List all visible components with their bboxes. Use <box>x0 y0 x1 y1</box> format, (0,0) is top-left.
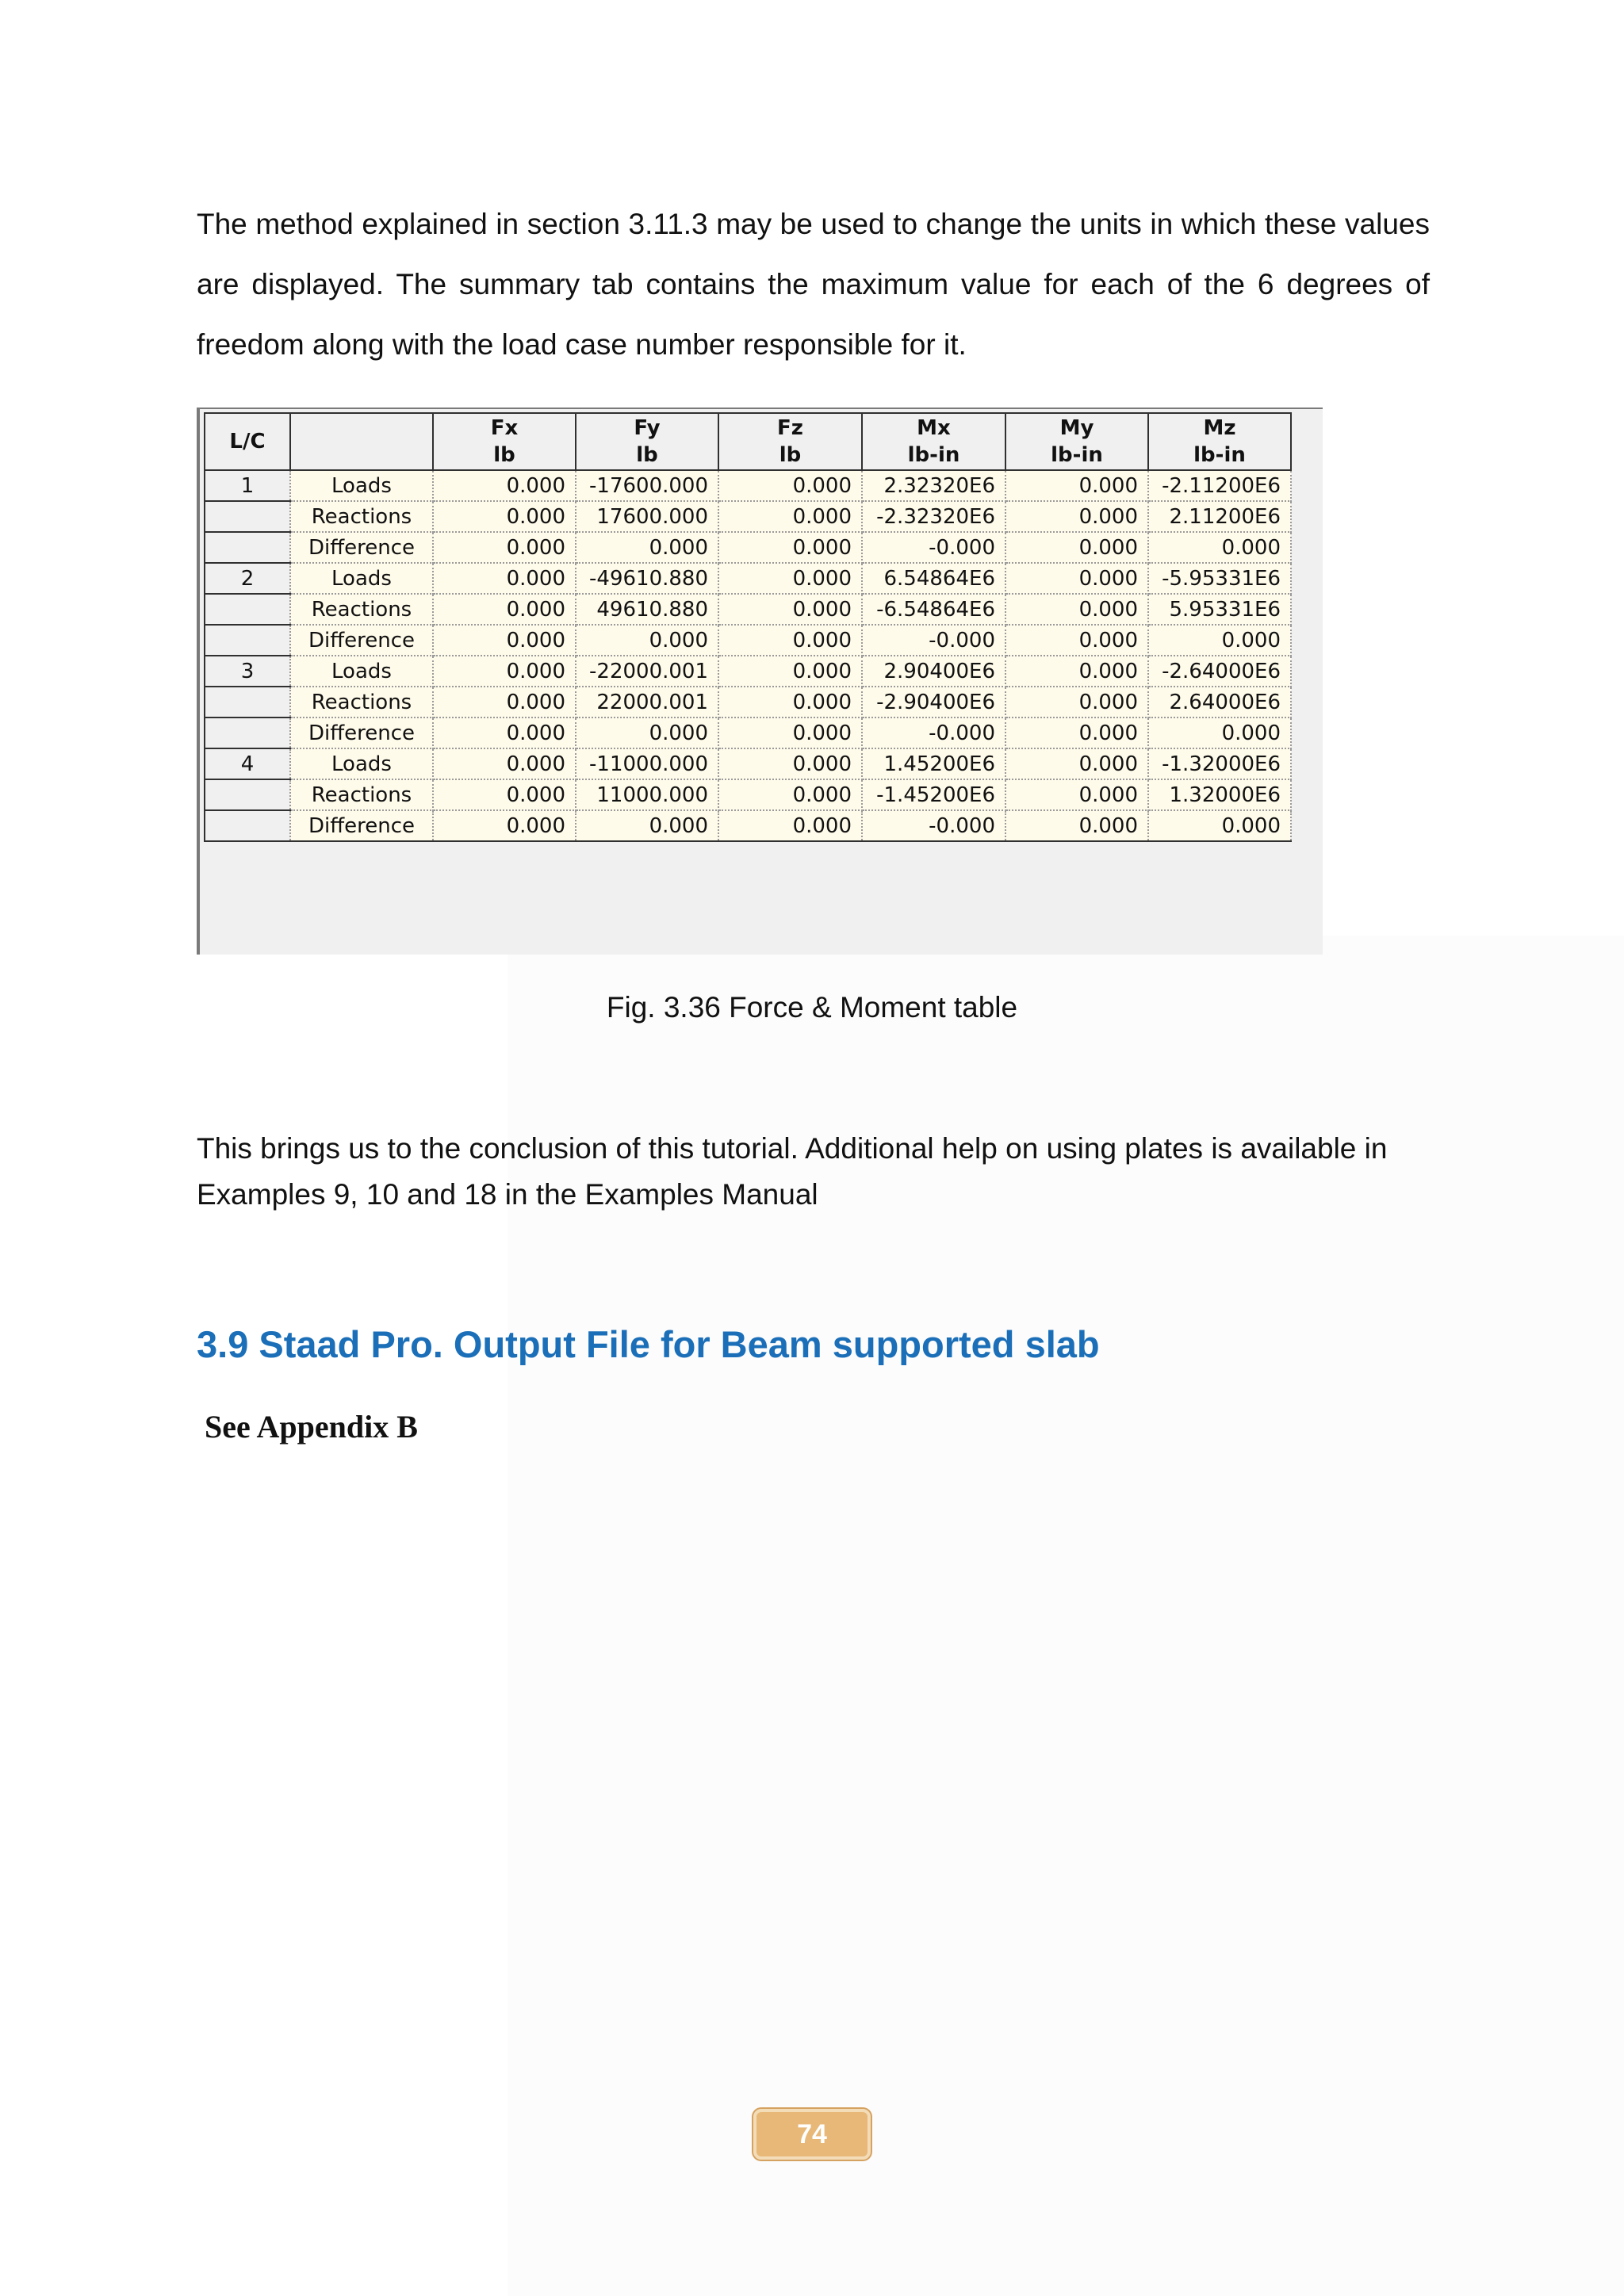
column-header-unit: lb <box>493 443 515 467</box>
value-cell-mx[interactable]: -0.000 <box>862 718 1005 748</box>
table-row[interactable] <box>205 625 1291 656</box>
column-header-unit: lb-in <box>907 443 960 467</box>
value-cell-mz[interactable]: -2.64000E6 <box>1148 656 1291 687</box>
value-cell-my[interactable]: 0.000 <box>1005 625 1148 656</box>
value-cell-my[interactable]: 0.000 <box>1005 501 1148 532</box>
value-cell-mx[interactable]: 2.32320E6 <box>862 470 1005 501</box>
value-cell-mz[interactable]: 0.000 <box>1148 532 1291 563</box>
value-cell-fz[interactable]: 0.000 <box>718 748 862 779</box>
value-cell-mx[interactable]: -0.000 <box>862 625 1005 656</box>
value-cell-fz[interactable]: 0.000 <box>718 810 862 841</box>
row-type-cell[interactable]: Reactions <box>290 779 433 810</box>
row-type-cell[interactable]: Difference <box>290 810 433 841</box>
value-cell-fy[interactable]: 0.000 <box>576 718 718 748</box>
value-cell-fx[interactable]: 0.000 <box>433 656 576 687</box>
row-type-cell[interactable]: Difference <box>290 532 433 563</box>
table-row[interactable] <box>205 501 1291 532</box>
force-moment-table-screenshot <box>197 408 1323 955</box>
value-cell-fz[interactable]: 0.000 <box>718 470 862 501</box>
column-header-title: Mx <box>917 416 951 440</box>
value-cell-fy[interactable]: 22000.001 <box>576 687 718 718</box>
table-row[interactable] <box>205 810 1291 841</box>
value-cell-fx[interactable]: 0.000 <box>433 687 576 718</box>
table-row[interactable] <box>205 748 1291 779</box>
value-cell-fy[interactable]: 0.000 <box>576 532 718 563</box>
load-case-cell[interactable] <box>205 594 290 625</box>
value-cell-my[interactable]: 0.000 <box>1005 470 1148 501</box>
value-cell-fx[interactable]: 0.000 <box>433 810 576 841</box>
value-cell-mz[interactable]: 5.95331E6 <box>1148 594 1291 625</box>
value-cell-my[interactable]: 0.000 <box>1005 563 1148 594</box>
value-cell-mz[interactable]: 1.32000E6 <box>1148 779 1291 810</box>
table-row[interactable] <box>205 594 1291 625</box>
value-cell-mx[interactable]: -0.000 <box>862 532 1005 563</box>
figure-caption: Fig. 3.36 Force & Moment table <box>606 991 1018 1024</box>
value-cell-my[interactable]: 0.000 <box>1005 748 1148 779</box>
conclusion-paragraph: This brings us to the conclusion of this tutorial. Additional help on using plates is available in Examples 9, 10 and 18 in the Examples Manual <box>197 1132 1388 1211</box>
value-cell-fz[interactable]: 0.000 <box>718 594 862 625</box>
value-cell-mz[interactable]: -1.32000E6 <box>1148 748 1291 779</box>
load-case-cell[interactable] <box>205 532 290 563</box>
value-cell-mx[interactable]: -2.90400E6 <box>862 687 1005 718</box>
column-header-5[interactable] <box>862 413 1005 470</box>
table-row[interactable] <box>205 563 1291 594</box>
column-header-title: Fz <box>777 416 803 440</box>
value-cell-mx[interactable]: -0.000 <box>862 810 1005 841</box>
load-case-cell[interactable]: 3 <box>205 656 290 687</box>
value-cell-my[interactable]: 0.000 <box>1005 810 1148 841</box>
column-header-title: Fy <box>634 416 661 440</box>
value-cell-fy[interactable]: 11000.000 <box>576 779 718 810</box>
row-type-cell[interactable]: Loads <box>290 748 433 779</box>
value-cell-fy[interactable]: -49610.880 <box>576 563 718 594</box>
table-row[interactable] <box>205 470 1291 501</box>
value-cell-mz[interactable]: 2.11200E6 <box>1148 501 1291 532</box>
table-row[interactable] <box>205 718 1291 748</box>
value-cell-fz[interactable]: 0.000 <box>718 656 862 687</box>
value-cell-fz[interactable]: 0.000 <box>718 625 862 656</box>
value-cell-mx[interactable]: 6.54864E6 <box>862 563 1005 594</box>
row-type-cell[interactable]: Difference <box>290 718 433 748</box>
value-cell-mz[interactable]: 0.000 <box>1148 625 1291 656</box>
load-case-cell[interactable] <box>205 687 290 718</box>
value-cell-my[interactable]: 0.000 <box>1005 594 1148 625</box>
value-cell-fz[interactable]: 0.000 <box>718 718 862 748</box>
table-row[interactable] <box>205 532 1291 563</box>
value-cell-fy[interactable]: 0.000 <box>576 810 718 841</box>
value-cell-fz[interactable]: 0.000 <box>718 779 862 810</box>
value-cell-fy[interactable]: 49610.880 <box>576 594 718 625</box>
value-cell-my[interactable]: 0.000 <box>1005 687 1148 718</box>
table-row[interactable] <box>205 656 1291 687</box>
load-case-cell[interactable] <box>205 501 290 532</box>
intro-paragraph: The method explained in section 3.11.3 may be used to change the units in which these values are displayed. The summary tab contains the maximum value for each of the 6 degrees of freedom along with the load case number responsible for it. <box>197 208 1430 361</box>
load-case-cell[interactable] <box>205 718 290 748</box>
load-case-cell[interactable] <box>205 779 290 810</box>
value-cell-fx[interactable]: 0.000 <box>433 594 576 625</box>
row-type-cell[interactable]: Reactions <box>290 594 433 625</box>
value-cell-fz[interactable]: 0.000 <box>718 501 862 532</box>
value-cell-mx[interactable]: 1.45200E6 <box>862 748 1005 779</box>
row-type-cell[interactable]: Reactions <box>290 501 433 532</box>
value-cell-my[interactable]: 0.000 <box>1005 718 1148 748</box>
value-cell-fz[interactable]: 0.000 <box>718 687 862 718</box>
value-cell-fx[interactable]: 0.000 <box>433 779 576 810</box>
column-header-4[interactable] <box>718 413 862 470</box>
row-type-cell[interactable]: Reactions <box>290 687 433 718</box>
value-cell-fx[interactable]: 0.000 <box>433 718 576 748</box>
value-cell-mx[interactable]: -6.54864E6 <box>862 594 1005 625</box>
value-cell-my[interactable]: 0.000 <box>1005 532 1148 563</box>
value-cell-mx[interactable]: -2.32320E6 <box>862 501 1005 532</box>
column-header-title: Mz <box>1203 416 1236 440</box>
column-header-3[interactable] <box>576 413 718 470</box>
column-header-title: L/C <box>229 430 266 453</box>
table-header-row <box>205 413 1291 470</box>
value-cell-my[interactable]: 0.000 <box>1005 656 1148 687</box>
column-header-unit: lb-in <box>1193 443 1246 467</box>
column-header-7[interactable] <box>1148 413 1291 470</box>
value-cell-mx[interactable]: 2.90400E6 <box>862 656 1005 687</box>
value-cell-mx[interactable]: -1.45200E6 <box>862 779 1005 810</box>
load-case-cell[interactable]: 2 <box>205 563 290 594</box>
value-cell-fy[interactable]: -11000.000 <box>576 748 718 779</box>
column-header-unit: lb <box>779 443 802 467</box>
value-cell-fy[interactable]: 0.000 <box>576 625 718 656</box>
value-cell-fz[interactable]: 0.000 <box>718 563 862 594</box>
column-header-2[interactable] <box>433 413 576 470</box>
column-header-0[interactable] <box>205 413 290 470</box>
value-cell-my[interactable]: 0.000 <box>1005 779 1148 810</box>
value-cell-fy[interactable]: -22000.001 <box>576 656 718 687</box>
column-header-title: My <box>1059 416 1094 440</box>
row-type-cell[interactable]: Difference <box>290 625 433 656</box>
value-cell-fx[interactable]: 0.000 <box>433 470 576 501</box>
see-appendix-text: See Appendix B <box>205 1409 418 1445</box>
force-moment-table <box>204 412 1292 842</box>
value-cell-mz[interactable]: 0.000 <box>1148 718 1291 748</box>
table-body <box>205 470 1291 841</box>
table-row[interactable] <box>205 687 1291 718</box>
value-cell-fx[interactable]: 0.000 <box>433 563 576 594</box>
value-cell-fx[interactable]: 0.000 <box>433 501 576 532</box>
load-case-cell[interactable]: 1 <box>205 470 290 501</box>
value-cell-mz[interactable]: -5.95331E6 <box>1148 563 1291 594</box>
page-number-badge: 74 <box>753 2109 871 2160</box>
value-cell-mz[interactable]: 2.64000E6 <box>1148 687 1291 718</box>
column-header-unit: lb <box>636 443 658 467</box>
row-type-cell[interactable]: Loads <box>290 563 433 594</box>
row-type-cell[interactable]: Loads <box>290 656 433 687</box>
value-cell-mz[interactable]: -2.11200E6 <box>1148 470 1291 501</box>
column-header-unit: lb-in <box>1051 443 1103 467</box>
load-case-cell[interactable]: 4 <box>205 748 290 779</box>
section-heading: 3.9 Staad Pro. Output File for Beam supported slab <box>197 1323 1100 1365</box>
column-header-1[interactable] <box>290 413 433 470</box>
row-type-cell[interactable]: Loads <box>290 470 433 501</box>
column-header-6[interactable] <box>1005 413 1148 470</box>
value-cell-fx[interactable]: 0.000 <box>433 748 576 779</box>
column-header-title: Fx <box>490 416 519 440</box>
table-row[interactable] <box>205 779 1291 810</box>
value-cell-fy[interactable]: 17600.000 <box>576 501 718 532</box>
value-cell-fx[interactable]: 0.000 <box>433 625 576 656</box>
value-cell-fx[interactable]: 0.000 <box>433 532 576 563</box>
value-cell-mz[interactable]: 0.000 <box>1148 810 1291 841</box>
load-case-cell[interactable] <box>205 810 290 841</box>
value-cell-fy[interactable]: -17600.000 <box>576 470 718 501</box>
load-case-cell[interactable] <box>205 625 290 656</box>
value-cell-fz[interactable]: 0.000 <box>718 532 862 563</box>
